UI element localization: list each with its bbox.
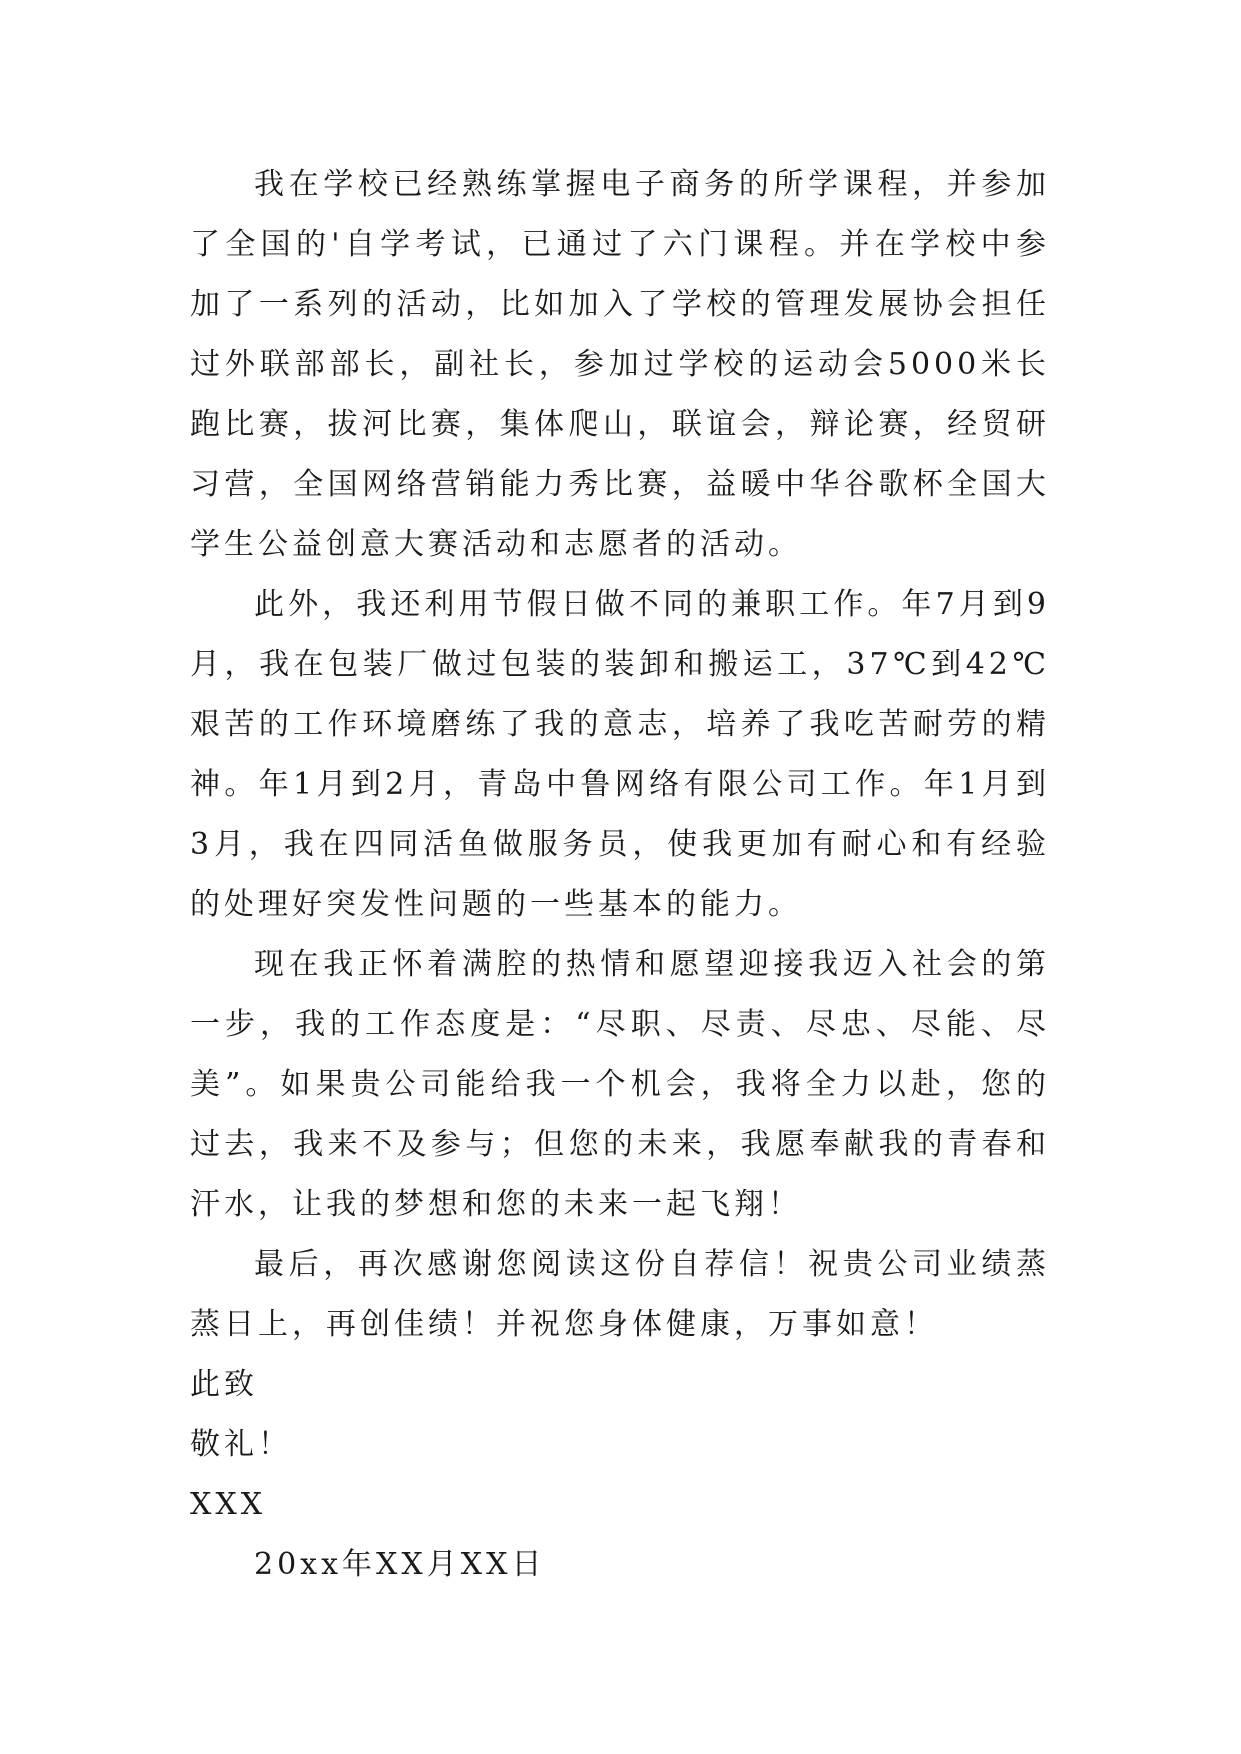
paragraph-attitude: 现在我正怀着满腔的热情和愿望迎接我迈入社会的第一步，我的工作态度是：“尽职、尽责、尽忠、尽能、尽美”。如果贵公司能给我一个机会，我将全力以赴，您的过去，我来不及参与；但您的未来，我愿奉献我的青春和汗水，让我的梦想和您的未来一起飞翔！ — [190, 947, 1050, 1222]
paragraph-work-experience: 此外，我还利用节假日做不同的兼职工作。年7月到9月，我在包装厂做过包装的装卸和搬运工，37℃到42℃艰苦的工作环境磨练了我的意志，培养了我吃苦耐劳的精神。年1月到2月，青岛中鲁网络有限公司工作。年1月到3月，我在四同活鱼做服务员，使我更加有耐心和有经验的处理好突发性问题的一些基本的能力。 — [190, 587, 1050, 922]
paragraph-education: 我在学校已经熟练掌握电子商务的所学课程，并参加了全国的'自学考试，已通过了六门课程。并在学校中参加了一系列的活动，比如加入了学校的管理发展协会担任过外联部部长，副社长，参加过学校的运动会5000米长跑比赛，拔河比赛，集体爬山，联谊会，辩论赛，经贸研习营，全国网络营销能力秀比赛，益暖中华谷歌杯全国大学生公益创意大赛活动和志愿者的活动。 — [190, 167, 1050, 562]
paragraph-thanks: 最后，再次感谢您阅读这份自荐信！祝贵公司业绩蒸蒸日上，再创佳绩！并祝您身体健康，万事如意！ — [190, 1247, 1050, 1342]
letter-date: 20xx年XX月XX日 — [254, 1547, 546, 1582]
closing-regards: 敬礼！ — [190, 1427, 292, 1462]
letter-body — [190, 155, 1050, 1595]
closing-salutation: 此致 — [190, 1367, 258, 1402]
signature: XXX — [190, 1487, 267, 1522]
